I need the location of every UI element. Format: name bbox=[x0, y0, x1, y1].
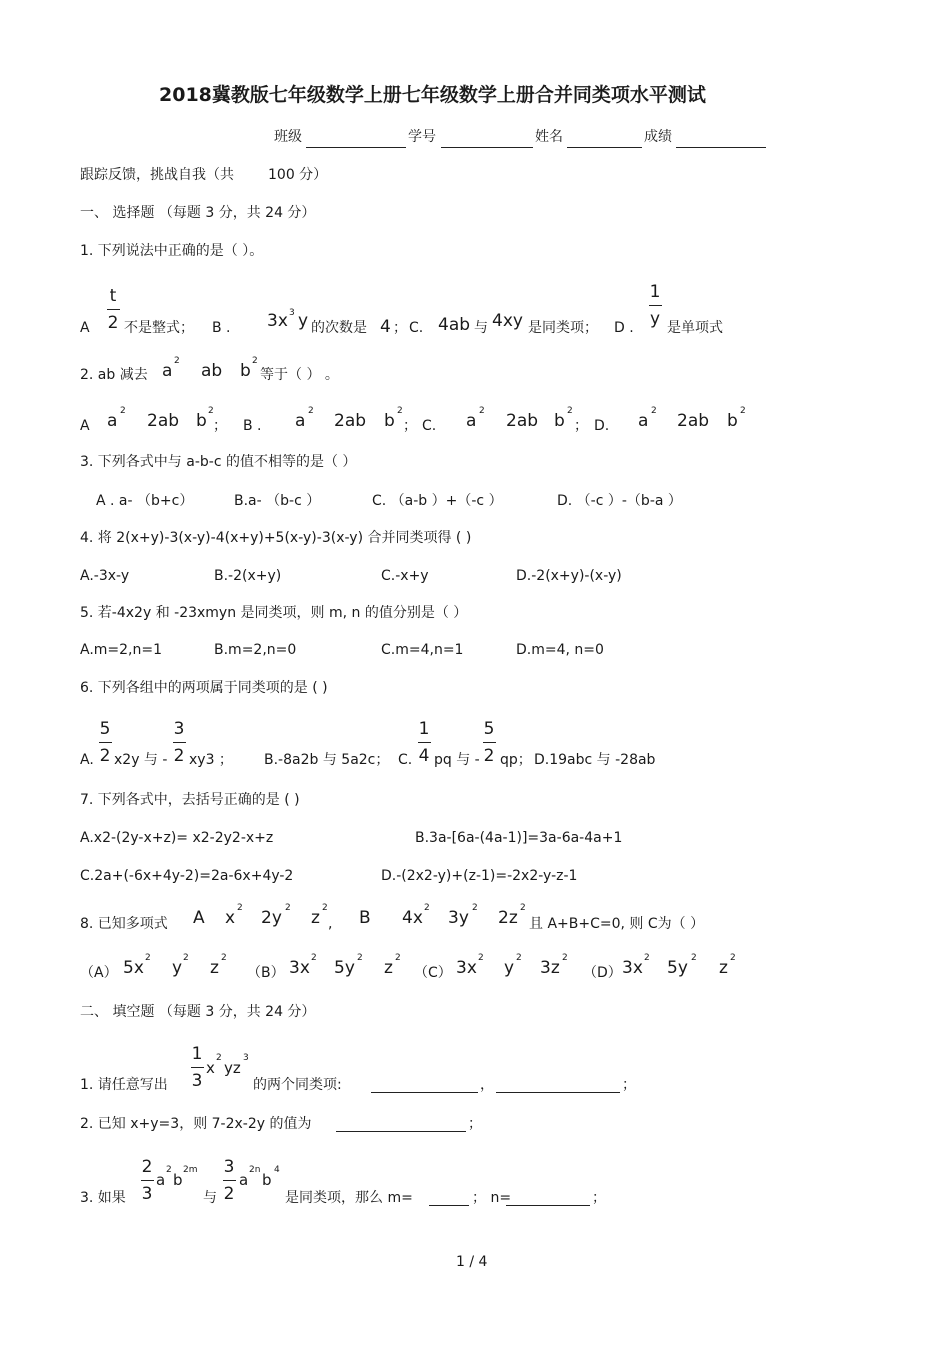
f3-n-blank[interactable] bbox=[506, 1191, 590, 1206]
q8-b-t1-exp: 2 bbox=[311, 953, 317, 963]
intro-score: 100 分） bbox=[268, 167, 328, 183]
q2-c-2ab: 2ab bbox=[506, 411, 539, 431]
q4-option-a: A.-3x-y bbox=[80, 568, 130, 584]
q8-a-z-exp: 2 bbox=[322, 903, 328, 913]
q8-a-y-exp: 2 bbox=[285, 903, 291, 913]
q2-stem-a-exp: 2 bbox=[174, 356, 180, 366]
q8-stem-tail: 且 A+B+C=0, 则 C为（ ） bbox=[529, 916, 705, 932]
q6-fraction-3-over-2: 3 2 bbox=[173, 719, 185, 766]
q1-option-b-label: B . bbox=[212, 320, 231, 336]
q2-d-a: a bbox=[638, 411, 649, 431]
f1-answer-blank-1[interactable] bbox=[371, 1078, 478, 1093]
q3-option-a: A . a- （b+c） bbox=[96, 493, 194, 509]
q6-option-c-label: C. bbox=[398, 752, 413, 768]
f3-n-label: ； n= bbox=[472, 1190, 512, 1206]
q8-a-t3: z bbox=[210, 958, 219, 978]
q1-b-var: y bbox=[298, 311, 309, 331]
f3-b1-exp: 2m bbox=[183, 1165, 198, 1175]
f1-comma: ， bbox=[480, 1077, 494, 1093]
q1-option-c-label: C. bbox=[409, 320, 424, 336]
section-fill-heading: 二、 填空题 （每题 3 分，共 24 分） bbox=[80, 1004, 316, 1020]
q5-option-d: D.m=4, n=0 bbox=[516, 642, 604, 658]
q2-c-b: b bbox=[554, 411, 565, 431]
name-blank[interactable] bbox=[567, 133, 642, 148]
q1-b-semicolon: ； bbox=[393, 320, 407, 336]
q2-stem-start: 2. ab 减去 bbox=[80, 367, 148, 383]
f3-fraction-2-over-3: 2 3 bbox=[141, 1157, 153, 1204]
q8-a-t1: 5x bbox=[123, 958, 144, 978]
q6-option-b: B.-8a2b 与 5a2c； bbox=[264, 752, 390, 768]
q2-option-c-label: C. bbox=[422, 418, 437, 434]
number-label: 学号 bbox=[408, 129, 436, 145]
class-label: 班级 bbox=[274, 129, 302, 145]
q2-b-2ab: 2ab bbox=[334, 411, 367, 431]
q2-d-2ab: 2ab bbox=[677, 411, 710, 431]
q2-c-b-exp: 2 bbox=[567, 406, 573, 416]
q8-d-t3: z bbox=[719, 958, 728, 978]
q8-b-2z: 2z bbox=[498, 908, 518, 928]
q4-option-d: D.-2(x+y)-(x-y) bbox=[516, 568, 622, 584]
f3-fraction-3-over-2: 3 2 bbox=[223, 1157, 235, 1204]
q5-stem: 5. 若-4x2y 和 -23xmyn 是同类项，则 m, n 的值分别是（ ） bbox=[80, 605, 468, 621]
q7-option-c: C.2a+(-6x+4y-2)=2a-6x+4y-2 bbox=[80, 868, 294, 884]
q8-option-d-label: （D） bbox=[583, 965, 622, 981]
q4-stem: 4. 将 2(x+y)-3(x-y)-4(x+y)+5(x-y)-3(x-y) 合并同类项得 ( ) bbox=[80, 530, 472, 546]
f3-a1: a bbox=[156, 1171, 166, 1189]
f3-with: 与 bbox=[203, 1190, 217, 1206]
q1-fraction-t-over-2: t 2 bbox=[107, 286, 119, 333]
q8-c-t3-exp: 2 bbox=[562, 953, 568, 963]
q1-option-d-label: D . bbox=[614, 320, 634, 336]
q2-b-a: a bbox=[295, 411, 306, 431]
q2-option-a-label: A bbox=[80, 418, 90, 434]
f3-text-mid: 是同类项，那么 m= bbox=[285, 1190, 413, 1206]
q5-option-a: A.m=2,n=1 bbox=[80, 642, 163, 658]
q6-option-d: D.19abc 与 -28ab bbox=[534, 752, 656, 768]
q8-a-x-exp: 2 bbox=[237, 903, 243, 913]
q6-option-a-label: A. bbox=[80, 752, 94, 768]
q8-d-t2-exp: 2 bbox=[691, 953, 697, 963]
q3-option-b: B.a- （b-c ） bbox=[234, 493, 321, 509]
q2-option-b-label: B . bbox=[243, 418, 262, 434]
q6-fraction-5-over-2: 5 2 bbox=[99, 719, 111, 766]
q8-d-t1: 3x bbox=[622, 958, 643, 978]
q8-d-t1-exp: 2 bbox=[644, 953, 650, 963]
q6-option-a-part1: x2y 与 - bbox=[114, 752, 168, 768]
q8-c-t2: y bbox=[504, 958, 515, 978]
q1-b-exponent: 3 bbox=[289, 308, 295, 318]
q6-fraction-1-over-4: 1 4 bbox=[418, 719, 430, 766]
q2-b-semi: ； bbox=[403, 418, 417, 434]
q8-d-t2: 5y bbox=[667, 958, 688, 978]
f3-b1: b bbox=[173, 1171, 183, 1189]
q8-c-t1-exp: 2 bbox=[478, 953, 484, 963]
q2-c-semi: ； bbox=[574, 418, 588, 434]
q2-b-a-exp: 2 bbox=[308, 406, 314, 416]
page-title: 2018冀教版七年级数学上册七年级数学上册合并同类项水平测试 bbox=[159, 84, 706, 106]
q1-option-a-text: 不是整式； bbox=[124, 320, 194, 336]
q1-c-term1: 4ab bbox=[438, 315, 471, 335]
f3-a2-exp: 2n bbox=[249, 1165, 261, 1175]
page-number: 1 / 4 bbox=[456, 1254, 488, 1270]
q8-b-t3: z bbox=[384, 958, 393, 978]
q8-poly-b-name: B bbox=[359, 908, 371, 928]
q1-c-with: 与 bbox=[474, 320, 488, 336]
name-label: 姓名 bbox=[535, 129, 563, 145]
q7-option-b: B.3a-[6a-(4a-1)]=3a-6a-4a+1 bbox=[415, 830, 623, 846]
f1-text-start: 1. 请任意写出 bbox=[80, 1077, 168, 1093]
q7-option-a: A.x2-(2y-x+z)= x2-2y2-x+z bbox=[80, 830, 274, 846]
q2-b-b: b bbox=[384, 411, 395, 431]
f2-answer-blank[interactable] bbox=[336, 1117, 466, 1132]
q6-stem: 6. 下列各组中的两项属于同类项的是 ( ) bbox=[80, 680, 328, 696]
q5-option-b: B.m=2,n=0 bbox=[214, 642, 297, 658]
q8-comma: , bbox=[328, 916, 333, 932]
q8-b-4x: 4x bbox=[402, 908, 423, 928]
q8-b-y-exp: 2 bbox=[472, 903, 478, 913]
f3-text-start: 3. 如果 bbox=[80, 1190, 126, 1206]
f2-end: ； bbox=[468, 1116, 482, 1132]
q2-a-a: a bbox=[107, 411, 118, 431]
q8-option-b-label: （B） bbox=[247, 965, 285, 981]
q8-a-z: z bbox=[311, 908, 320, 928]
f1-yz: yz bbox=[224, 1059, 241, 1077]
q5-option-c: C.m=4,n=1 bbox=[381, 642, 464, 658]
f1-x: x bbox=[206, 1059, 215, 1077]
f3-a2: a bbox=[239, 1171, 249, 1189]
q2-stem-b: b bbox=[240, 361, 251, 381]
f1-answer-blank-2[interactable] bbox=[496, 1078, 620, 1093]
f2-text: 2. 已知 x+y=3，则 7-2x-2y 的值为 bbox=[80, 1116, 312, 1132]
q1-option-d-text: 是单项式 bbox=[667, 320, 723, 336]
q1-stem: 1. 下列说法中正确的是（ ）。 bbox=[80, 243, 264, 259]
q6-option-a-part2: xy3 ； bbox=[189, 752, 233, 768]
q8-b-3y: 3y bbox=[448, 908, 469, 928]
f3-end: ； bbox=[592, 1190, 606, 1206]
q4-option-b: B.-2(x+y) bbox=[214, 568, 282, 584]
q8-option-a-label: （A） bbox=[80, 965, 118, 981]
q8-a-x: x bbox=[225, 908, 236, 928]
q2-a-b-exp: 2 bbox=[208, 406, 214, 416]
q8-b-x-exp: 2 bbox=[424, 903, 430, 913]
q8-b-z-exp: 2 bbox=[520, 903, 526, 913]
q7-stem: 7. 下列各式中，去括号正确的是 ( ) bbox=[80, 792, 300, 808]
q2-stem-a: a bbox=[162, 361, 173, 381]
q2-stem-ab: ab bbox=[201, 361, 223, 381]
f3-m-blank[interactable] bbox=[429, 1191, 469, 1206]
q1-c-term2: 4xy bbox=[492, 311, 523, 331]
section-choice-heading: 一、 选择题 （每题 3 分，共 24 分） bbox=[80, 205, 316, 221]
q6-option-c-part1: pq 与 - bbox=[434, 752, 480, 768]
q2-d-a-exp: 2 bbox=[651, 406, 657, 416]
score-label: 成绩 bbox=[644, 129, 672, 145]
q8-poly-a-name: A bbox=[193, 908, 205, 928]
q3-option-c: C. （a-b ）+（-c ） bbox=[372, 493, 503, 509]
q2-option-d-label: D. bbox=[594, 418, 610, 434]
q2-a-b: b bbox=[196, 411, 207, 431]
f1-text-end: 的两个同类项: bbox=[253, 1077, 342, 1093]
class-blank[interactable] bbox=[306, 133, 406, 148]
q2-d-b-exp: 2 bbox=[740, 406, 746, 416]
q1-fraction-1-over-y: 1 y bbox=[649, 282, 661, 329]
f1-z-exp: 3 bbox=[243, 1053, 249, 1063]
q8-c-t1: 3x bbox=[456, 958, 477, 978]
q8-b-t1: 3x bbox=[289, 958, 310, 978]
q3-stem: 3. 下列各式中与 a-b-c 的值不相等的是（ ） bbox=[80, 454, 357, 470]
q7-option-d: D.-(2x2-y)+(z-1)=-2x2-y-z-1 bbox=[381, 868, 578, 884]
q8-a-2y: 2y bbox=[261, 908, 282, 928]
q8-a-t2-exp: 2 bbox=[183, 953, 189, 963]
q8-a-t1-exp: 2 bbox=[145, 953, 151, 963]
f3-b2: b bbox=[262, 1171, 272, 1189]
q8-d-t3-exp: 2 bbox=[730, 953, 736, 963]
q1-option-b-text: 的次数是 bbox=[311, 320, 367, 336]
f1-fraction-1-over-3: 1 3 bbox=[191, 1044, 203, 1091]
q2-a-2ab: 2ab bbox=[147, 411, 180, 431]
q8-c-t3: 3z bbox=[540, 958, 560, 978]
q6-fraction-5-over-2-second: 5 2 bbox=[483, 719, 495, 766]
f1-x-exp: 2 bbox=[216, 1053, 222, 1063]
q8-b-t3-exp: 2 bbox=[395, 953, 401, 963]
number-blank[interactable] bbox=[441, 133, 533, 148]
q2-c-a-exp: 2 bbox=[479, 406, 485, 416]
q6-option-c-part2: qp； bbox=[500, 752, 532, 768]
q3-option-d: D. （-c ）-（b-a ） bbox=[557, 493, 682, 509]
q1-option-c-text: 是同类项； bbox=[528, 320, 598, 336]
score-blank[interactable] bbox=[676, 133, 766, 148]
q8-c-t2-exp: 2 bbox=[516, 953, 522, 963]
q8-b-t2: 5y bbox=[334, 958, 355, 978]
f3-b2-exp: 4 bbox=[274, 1165, 280, 1175]
q2-stem-end: 等于（ ） 。 bbox=[260, 367, 339, 383]
q2-a-a-exp: 2 bbox=[120, 406, 126, 416]
intro-text: 跟踪反馈，挑战自我（共 bbox=[80, 167, 234, 183]
q2-c-a: a bbox=[466, 411, 477, 431]
q8-a-t2: y bbox=[172, 958, 183, 978]
q2-d-b: b bbox=[727, 411, 738, 431]
q2-b-b-exp: 2 bbox=[397, 406, 403, 416]
q8-stem: 8. 已知多项式 bbox=[80, 916, 168, 932]
q2-a-semi: ； bbox=[213, 418, 227, 434]
q4-option-c: C.-x+y bbox=[381, 568, 429, 584]
q8-a-t3-exp: 2 bbox=[221, 953, 227, 963]
q1-b-value: 4 bbox=[380, 317, 391, 337]
f3-a1-exp: 2 bbox=[166, 1165, 172, 1175]
q8-option-c-label: （C） bbox=[414, 965, 452, 981]
f1-end: ； bbox=[622, 1077, 636, 1093]
q1-b-term: 3x bbox=[267, 311, 288, 331]
q8-b-t2-exp: 2 bbox=[357, 953, 363, 963]
q1-option-a-label: A bbox=[80, 320, 90, 336]
q2-stem-b-exp: 2 bbox=[252, 356, 258, 366]
